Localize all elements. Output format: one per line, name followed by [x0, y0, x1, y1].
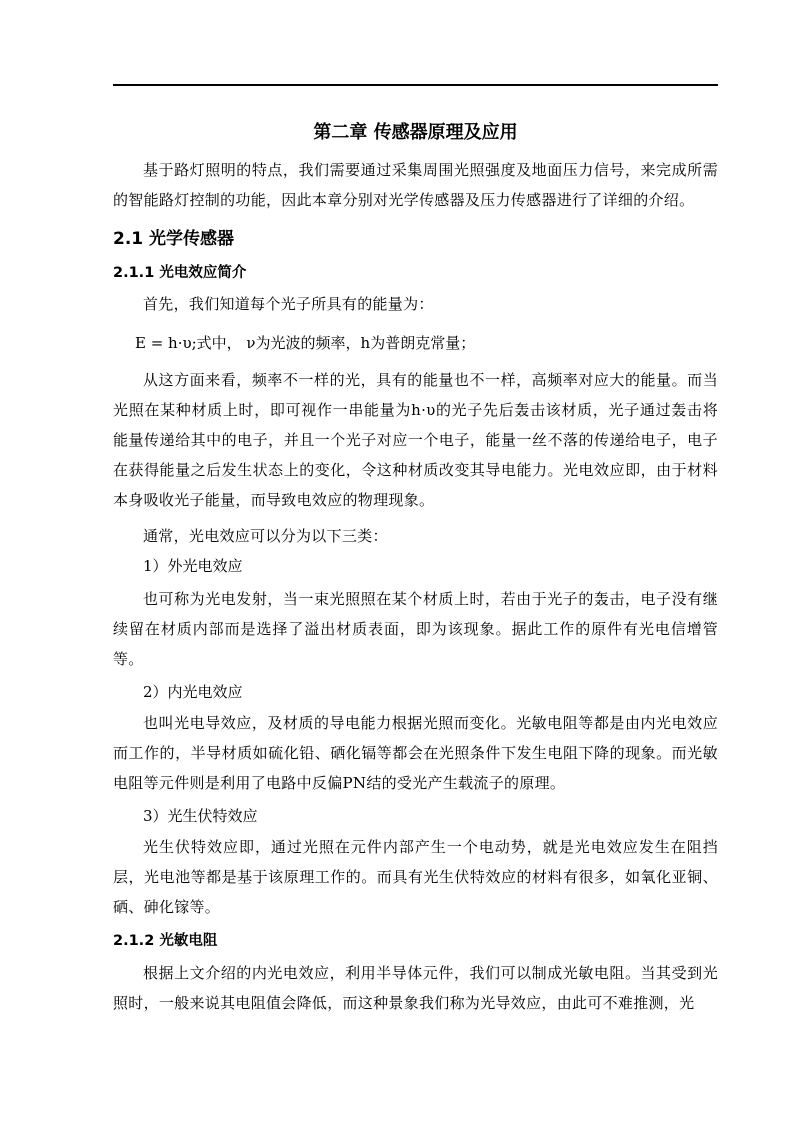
list-item-photovoltaic: 3）光生伏特效应	[143, 807, 258, 825]
photoresistor-paragraph: 根据上文介绍的内光电效应，利用半导体元件，我们可以制成光敏电阻。当其受到光照时，一般来说其电阻值会降低，而这种景象我们称为光导效应，由此可不难推测，光	[113, 964, 718, 1012]
chapter-title: 第二章 传感器原理及应用	[313, 122, 518, 143]
external-effect-paragraph: 也可称为光电发射，当一束光照照在某个材质上时，若由于光子的轰击，电子没有继续留在材质内部而是选择了溢出材质表面，即为该现象。据此工作的原件有光电信增管等。	[113, 590, 718, 668]
section-heading-2-1-1: 2.1.1 光电效应简介	[113, 265, 247, 281]
frequency-paragraph: 从这方面来看，频率不一样的光，具有的能量也不一样，高频率对应大的能量。而当光照在某种材质上时，即可视作一串能量为h·υ的光子先后轰击该材质，光子通过轰击将能量传递给其中的电子，并且一个光子对应一个电子，能量一丝不落的传递给电子，电子在获得能量之后发生状态上的变化，令这种材质改变其导电能力。光电效应即，由于材料本身吸收光子能量，而导致电效应的物理现象。	[113, 371, 718, 509]
internal-effect-paragraph: 也叫光电导效应，及材质的导电能力根据光照而变化。光敏电阻等都是由内光电效应而工作的，半导材质如硫化铅、硒化镉等都会在光照条件下发生电阻下降的现象。而光敏电阻等元件则是利用了电路中反偏PN结的受光产生载流子的原理。	[113, 714, 718, 792]
categories-paragraph: 通常，光电效应可以分为以下三类：	[143, 527, 388, 545]
intro-paragraph: 基于路灯照明的特点，我们需要通过采集周围光照强度及地面压力信号，来完成所需的智能路灯控制的功能，因此本章分别对光学传感器及压力传感器进行了详细的介绍。	[113, 161, 718, 209]
list-item-internal: 2）内光电效应	[143, 683, 243, 701]
photovoltaic-paragraph: 光生伏特效应即，通过光照在元件内部产生一个电动势，就是光电效应发生在阻挡层，光电池等都是基于该原理工作的。而具有光生伏特效应的材料有很多，如氧化亚铜、硒、砷化镓等。	[113, 838, 718, 916]
list-item-external: 1）外光电效应	[143, 557, 243, 575]
header-rule	[113, 84, 718, 86]
section-heading-2-1: 2.1 光学传感器	[113, 229, 235, 249]
photon-energy-paragraph: 首先，我们知道每个光子所具有的能量为：	[143, 295, 434, 313]
section-heading-2-1-2: 2.1.2 光敏电阻	[113, 933, 218, 949]
energy-equation: E = h·υ;式中， ν为光波的频率，h为普朗克常量；	[135, 334, 476, 352]
